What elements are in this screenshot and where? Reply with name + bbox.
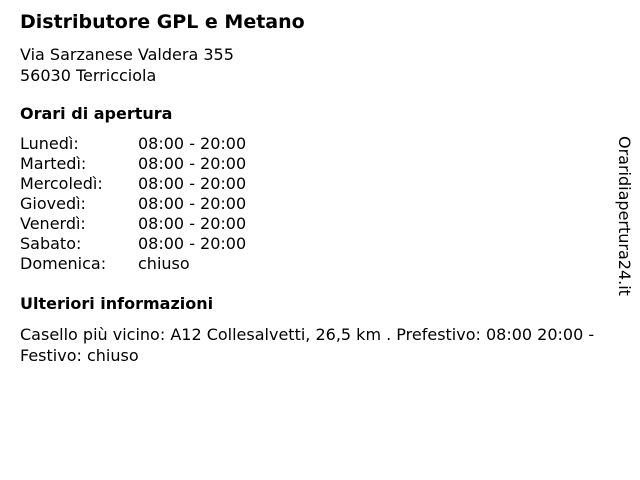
address-block — [20, 44, 234, 86]
hours-row-wednesday — [20, 174, 246, 194]
hours-row-tuesday — [20, 154, 246, 174]
page-title: Distributore GPL e Metano — [20, 11, 305, 33]
site-watermark: Oraridiapertura24.it — [615, 136, 634, 296]
hours-day: Sabato: — [20, 234, 82, 253]
opening-hours-table — [20, 134, 246, 274]
hours-day: Lunedì: — [20, 134, 79, 153]
hours-time: 08:00 - 20:00 — [138, 174, 247, 193]
hours-time: 08:00 - 20:00 — [138, 194, 247, 213]
hours-day: Mercoledì: — [20, 174, 103, 193]
hours-row-monday — [20, 134, 246, 154]
address-street: Via Sarzanese Valdera 355 — [20, 45, 234, 64]
hours-time: 08:00 - 20:00 — [138, 234, 247, 253]
hours-day: Domenica: — [20, 254, 107, 273]
additional-info-heading: Ulteriori informazioni — [20, 294, 214, 313]
opening-hours-heading: Orari di apertura — [20, 104, 173, 123]
address-city: 56030 Terricciola — [20, 66, 157, 85]
additional-info-text: Casello più vicino: A12 Collesalvetti, 26,5 km . Prefestivo: 08:00 20:00 - Festivo: chiuso — [20, 325, 595, 365]
hours-row-sunday — [20, 254, 246, 274]
hours-time: 08:00 - 20:00 — [138, 134, 247, 153]
hours-time: 08:00 - 20:00 — [138, 214, 247, 233]
hours-day: Giovedì: — [20, 194, 86, 213]
hours-day: Martedì: — [20, 154, 87, 173]
hours-row-thursday — [20, 194, 246, 214]
hours-day: Venerdì: — [20, 214, 86, 233]
hours-time: 08:00 - 20:00 — [138, 154, 247, 173]
hours-row-friday — [20, 214, 246, 234]
hours-time: chiuso — [138, 254, 190, 273]
hours-row-saturday — [20, 234, 246, 254]
